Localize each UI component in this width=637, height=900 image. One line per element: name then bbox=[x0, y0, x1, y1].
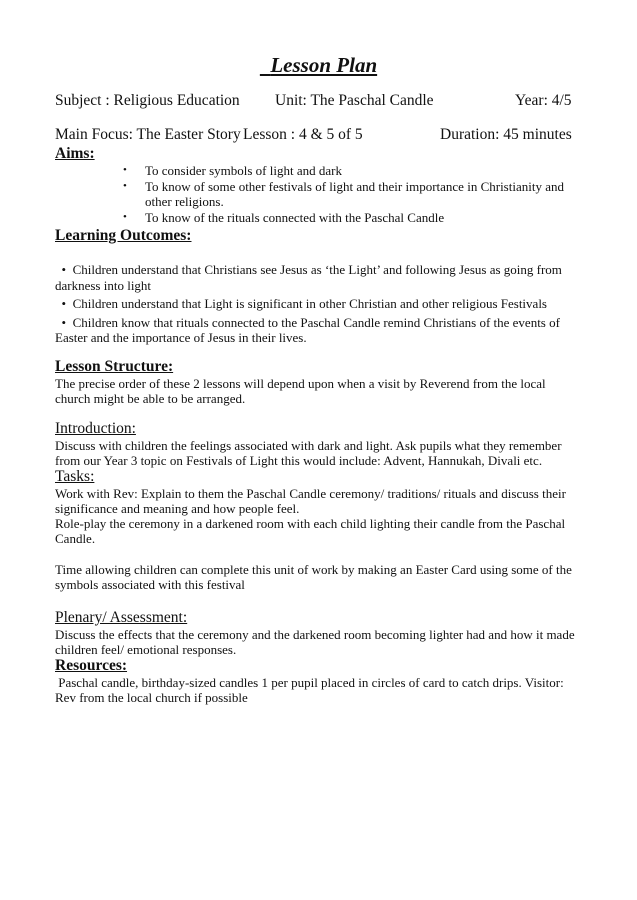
learning-outcomes-heading: Learning Outcomes: bbox=[55, 227, 192, 244]
introduction-text: Discuss with children the feelings associated with dark and light. Ask pupils what they remember from our Year 3 topic on Festivals of Light this would include: Advent, Hannukah, Divali etc. bbox=[55, 438, 562, 468]
unit-field: Unit: The Paschal Candle bbox=[275, 92, 434, 109]
tasks-paragraph: Work with Rev: Explain to them the Paschal Candle ceremony/ traditions/ rituals and discuss their significance and meaning and how people feel. bbox=[55, 486, 566, 516]
bullet-icon: • bbox=[123, 180, 127, 192]
aims-item: • To know of the rituals connected with the Paschal Candle bbox=[123, 210, 445, 225]
bullet-icon: • bbox=[61, 314, 67, 330]
aims-list bbox=[123, 163, 565, 225]
bullet-icon: • bbox=[61, 262, 67, 277]
bullet-icon: • bbox=[123, 164, 127, 176]
tasks-paragraph: Time allowing children can complete this unit of work by making an Easter Card using some of the symbols associated with this festival bbox=[55, 562, 572, 592]
plenary-text: Discuss the effects that the ceremony and the darkened room becoming lighter had and how it made children feel/ emotional responses. bbox=[55, 627, 575, 657]
lesson-structure-heading: Lesson Structure: bbox=[55, 358, 174, 375]
aims-item: • To know of some other festivals of light and their importance in Christianity and other religions. bbox=[123, 179, 564, 209]
outcomes-container bbox=[55, 262, 575, 346]
tasks-paragraph: Role-play the ceremony in a darkened room with each child lighting their candle from the Paschal Candle. bbox=[55, 516, 566, 546]
plenary-heading: Plenary/ Assessment: bbox=[55, 609, 188, 626]
duration-field: Duration: 45 minutes bbox=[440, 126, 572, 143]
page-title: Lesson Plan bbox=[270, 53, 378, 77]
introduction-heading: Introduction: bbox=[55, 420, 136, 437]
lesson-number-field: Lesson : 4 & 5 of 5 bbox=[243, 126, 363, 143]
aims-item: • To consider symbols of light and dark bbox=[123, 163, 342, 178]
main-focus-field: Main Focus: The Easter Story bbox=[55, 126, 241, 143]
bullet-icon: • bbox=[123, 211, 127, 223]
lesson-structure-text: The precise order of these 2 lessons will depend upon when a visit by Reverend from the local church might be able to be arranged. bbox=[55, 376, 546, 406]
subject-field: Subject : Religious Education bbox=[55, 92, 240, 109]
outcome-item: • Children know that rituals connected to the Paschal Candle remind Christians of the events of Easter and the importance of Jesus in their lives. bbox=[55, 314, 560, 345]
tasks-heading: Tasks: bbox=[55, 468, 95, 485]
bullet-icon: • bbox=[61, 296, 67, 311]
resources-text: Paschal candle, birthday-sized candles 1 per pupil placed in circles of card to catch drips. Visitor: Rev from the local church if possible bbox=[55, 675, 567, 705]
year-field: Year: 4/5 bbox=[515, 92, 572, 109]
outcome-item: • Children understand that Christians see Jesus as ‘the Light’ and following Jesus as going from darkness into light bbox=[55, 262, 562, 293]
resources-heading: Resources: bbox=[55, 657, 128, 674]
aims-heading: Aims: bbox=[55, 145, 95, 162]
outcome-item: • Children understand that Light is significant in other Christian and other religious Festivals bbox=[61, 296, 547, 311]
